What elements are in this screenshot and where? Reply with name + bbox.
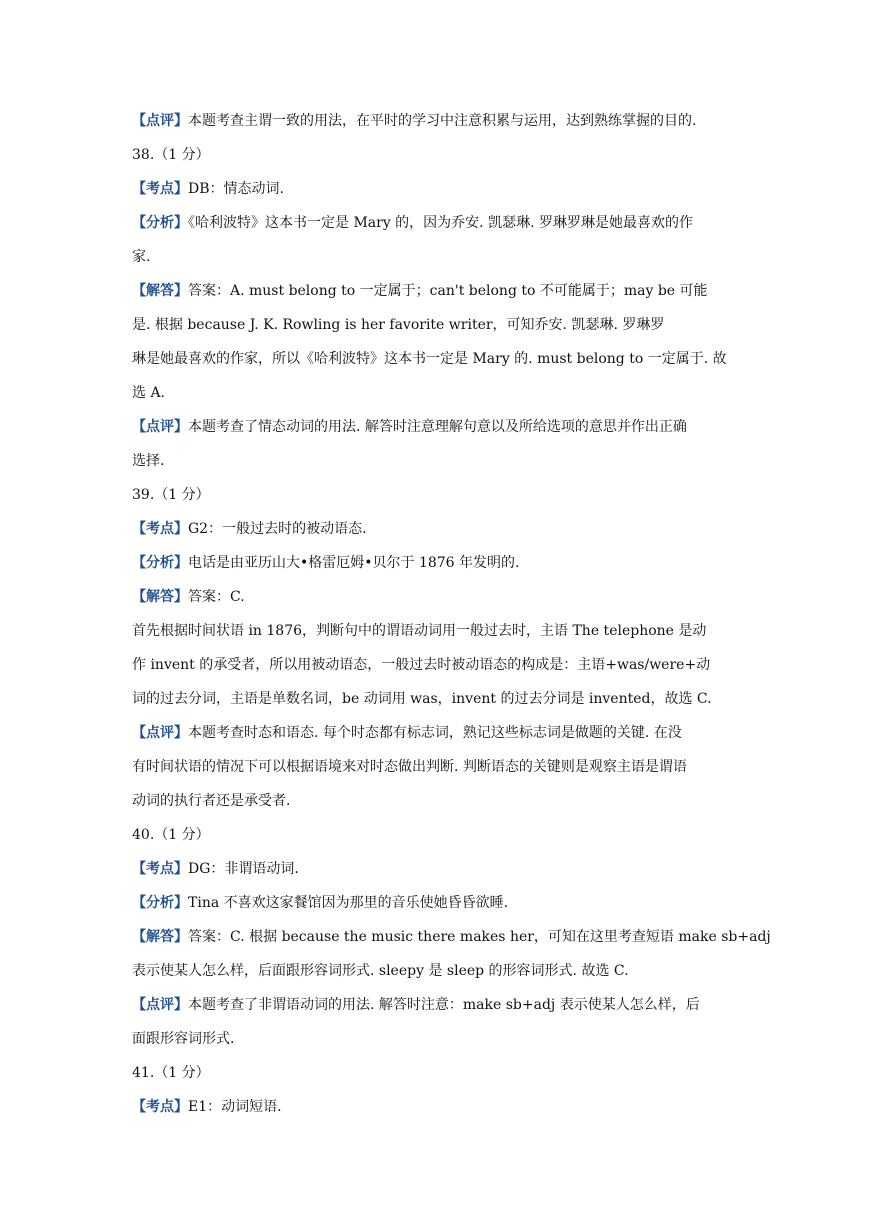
text-line [132, 784, 738, 818]
text-line [132, 920, 771, 954]
line-text: 答案：A. must belong to 一定属于；can't belong to 不可能属于；may be 可能 [188, 283, 708, 299]
line-text: 首先根据时间状语 in 1876，判断句中的谓语动词用一般过去时，主语 The telephone 是动 [132, 623, 707, 639]
text-line [132, 614, 738, 648]
text-line [132, 274, 738, 308]
line-text: 《哈利波特》这本书一定是 Mary 的，因为乔安. 凯瑟琳. 罗琳罗琳是她最喜欢的作 [188, 215, 693, 231]
section-tag: 【分析】 [132, 895, 188, 911]
section-tag: 【考点】 [132, 181, 188, 197]
line-text: 词的过去分词，主语是单数名词，be 动词用 was，invent 的过去分词是 invented，故选 C. [132, 691, 712, 707]
text-line [132, 716, 738, 750]
question-number [132, 478, 738, 512]
line-text: 选择. [132, 453, 165, 469]
text-line [132, 410, 738, 444]
section-tag: 【分析】 [132, 215, 188, 231]
section-tag: 【解答】 [132, 589, 188, 605]
question-number [132, 138, 738, 172]
line-text: 是. 根据 because J. K. Rowling is her favorite writer，可知乔安. 凯瑟琳. 罗琳罗 [132, 317, 665, 333]
line-text: 面跟形容词形式. [132, 1031, 235, 1047]
section-tag: 【考点】 [132, 861, 188, 877]
text-line [132, 376, 738, 410]
line-text: G2：一般过去时的被动语态. [188, 521, 367, 537]
text-line [132, 104, 738, 138]
line-text: DG：非谓语动词. [188, 861, 299, 877]
text-line [132, 172, 738, 206]
text-line [132, 1022, 738, 1056]
section-tag: 【解答】 [132, 929, 188, 945]
line-text: Tina 不喜欢这家餐馆因为那里的音乐使她昏昏欲睡. [188, 895, 509, 911]
text-line [132, 954, 738, 988]
section-tag: 【点评】 [132, 997, 188, 1013]
line-text: 动词的执行者还是承受者. [132, 793, 291, 809]
line-text: 作 invent 的承受者，所以用被动语态，一般过去时被动语态的构成是：主语+was/were+动 [132, 657, 711, 673]
text-line [132, 240, 738, 274]
text-line [132, 342, 738, 376]
text-line [132, 648, 738, 682]
line-text: 38.（1 分） [132, 147, 210, 163]
line-text: 本题考查了非谓语动词的用法. 解答时注意：make sb+adj 表示使某人怎么样，后 [188, 997, 700, 1013]
text-line [132, 580, 738, 614]
text-line [132, 750, 738, 784]
text-line [132, 546, 738, 580]
line-text: 本题考查主谓一致的用法，在平时的学习中注意积累与运用，达到熟练掌握的目的. [188, 113, 697, 129]
line-text: 答案：C. [188, 589, 245, 605]
text-line [132, 444, 738, 478]
line-text: 电话是由亚历山大•格雷厄姆•贝尔于 1876 年发明的. [188, 555, 520, 571]
question-number [132, 818, 738, 852]
line-text: 40.（1 分） [132, 827, 210, 843]
text-line [132, 512, 738, 546]
line-text: DB：情态动词. [188, 181, 284, 197]
text-line [132, 1090, 738, 1124]
line-text: 表示使某人怎么样，后面跟形容词形式. sleepy 是 sleep 的形容词形式. 故选 C. [132, 963, 629, 979]
line-text: 本题考查时态和语态. 每个时态都有标志词，熟记这些标志词是做题的关键. 在没 [188, 725, 682, 741]
line-text: 本题考查了情态动词的用法. 解答时注意理解句意以及所给选项的意思并作出正确 [188, 419, 687, 435]
section-tag: 【点评】 [132, 419, 188, 435]
text-line [132, 988, 738, 1022]
question-number [132, 1056, 738, 1090]
text-line [132, 308, 738, 342]
line-text: 有时间状语的情况下可以根据语境来对时态做出判断. 判断语态的关键则是观察主语是谓语 [132, 759, 687, 775]
line-text: 39.（1 分） [132, 487, 210, 503]
section-tag: 【考点】 [132, 521, 188, 537]
text-line [132, 682, 738, 716]
line-text: 琳是她最喜欢的作家，所以《哈利波特》这本书一定是 Mary 的. must belong to 一定属于. 故 [132, 351, 727, 367]
section-tag: 【考点】 [132, 1099, 188, 1115]
answer-document [132, 104, 771, 1124]
text-line [132, 886, 738, 920]
section-tag: 【点评】 [132, 113, 188, 129]
line-text: 答案：C. 根据 because the music there makes her，可知在这里考查短语 make sb+adj [188, 929, 771, 945]
line-text: 选 A. [132, 385, 166, 401]
line-text: 家. [132, 249, 151, 265]
section-tag: 【解答】 [132, 283, 188, 299]
section-tag: 【分析】 [132, 555, 188, 571]
text-line [132, 852, 738, 886]
section-tag: 【点评】 [132, 725, 188, 741]
text-line [132, 206, 738, 240]
line-text: 41.（1 分） [132, 1065, 210, 1081]
line-text: E1：动词短语. [188, 1099, 282, 1115]
